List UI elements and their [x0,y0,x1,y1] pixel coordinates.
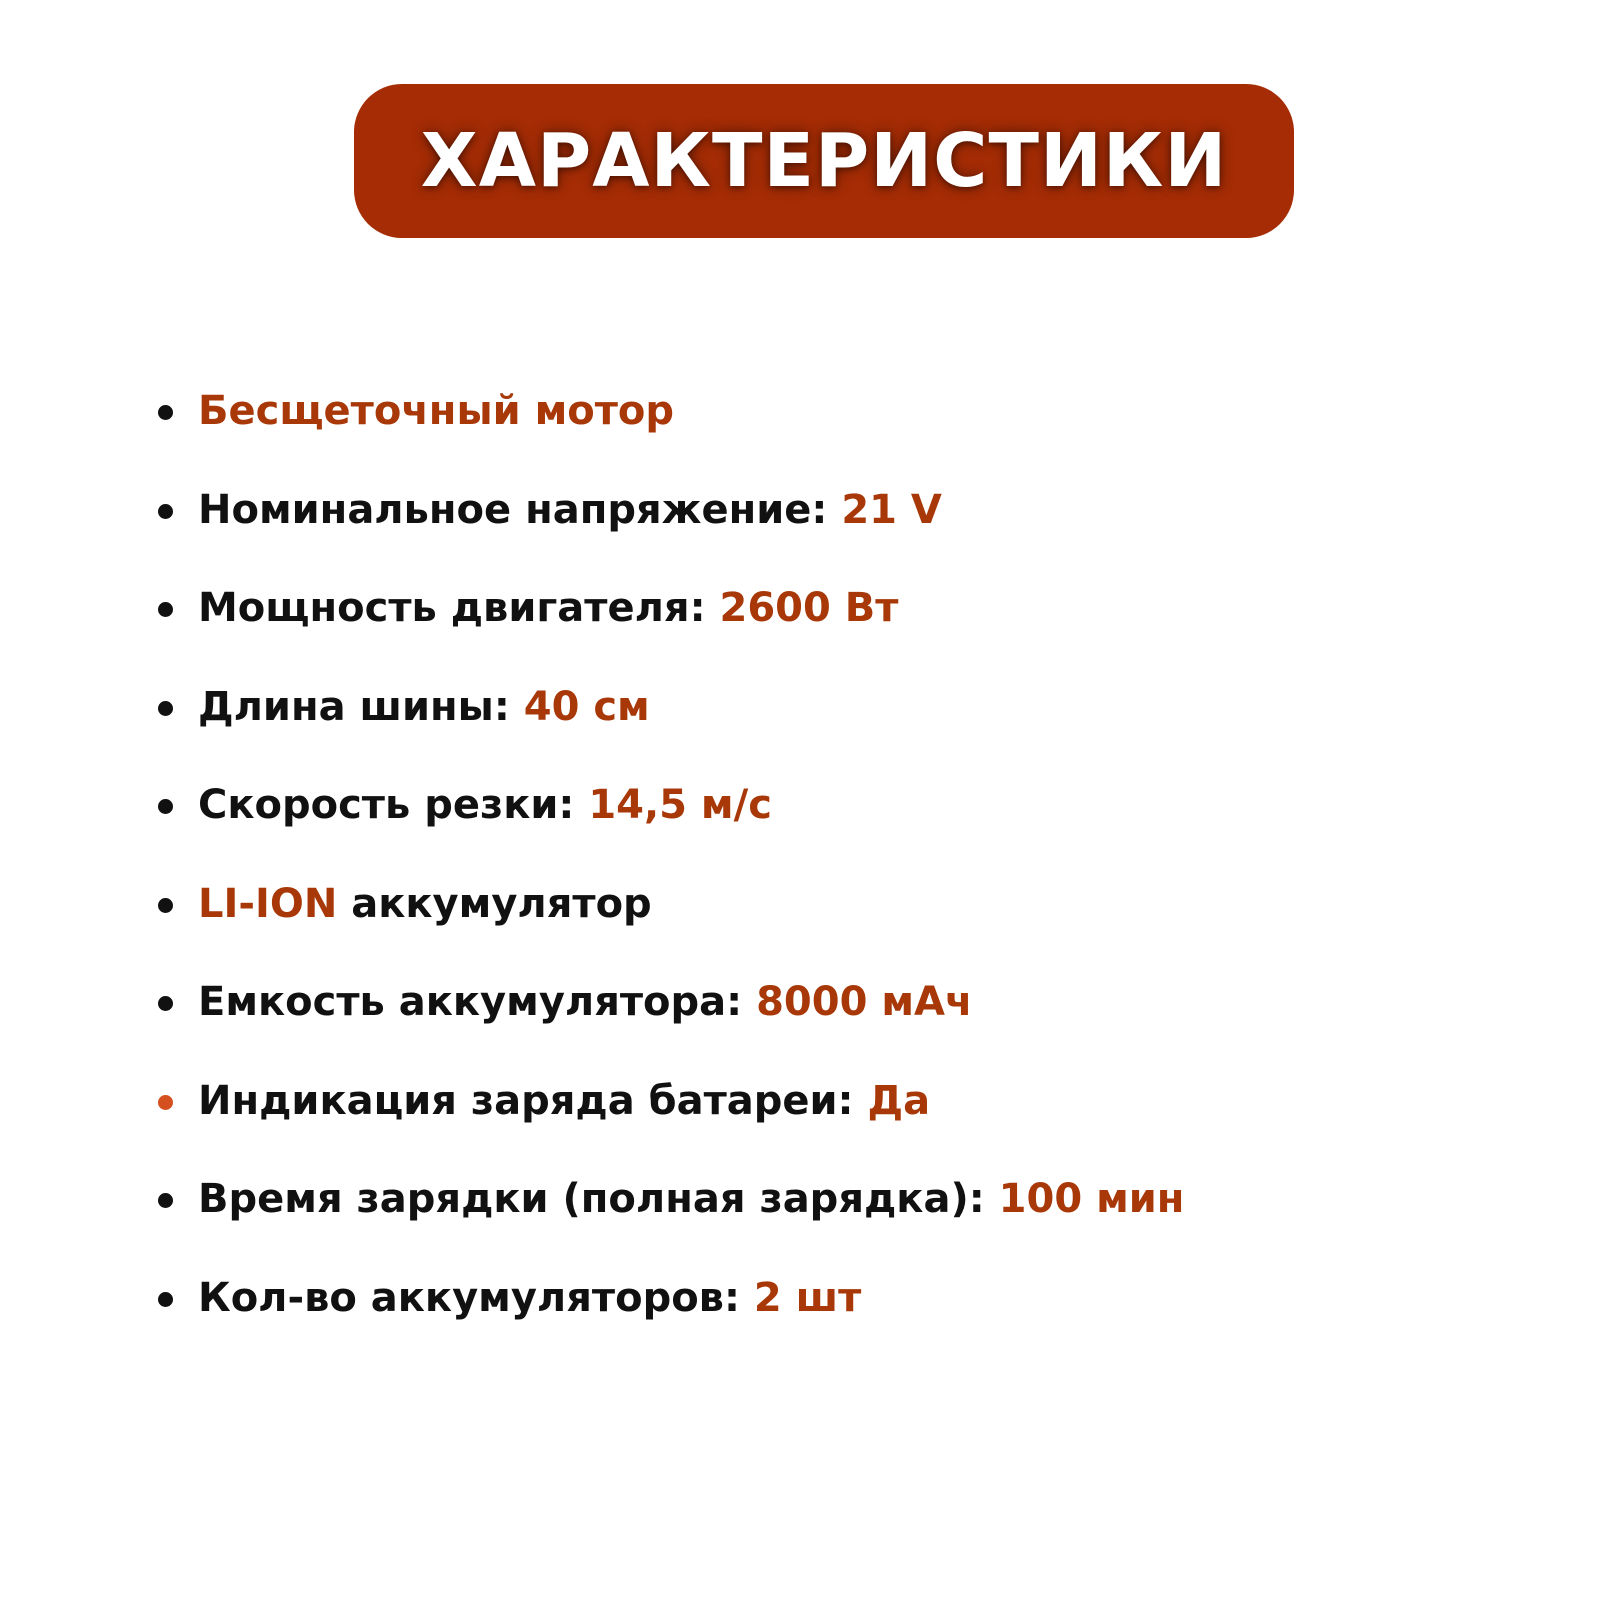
spec-item-voltage [152,461,1552,560]
spec-label: Мощность двигателя: [198,585,720,632]
spec-value: 8000 мАч [756,979,973,1026]
bullet-icon [158,996,173,1011]
spec-label: Кол-во аккумуляторов: [198,1274,754,1321]
spec-label: Скорость резки: [198,782,589,829]
spec-item-battery-capacity [152,953,1552,1052]
spec-item-cutting-speed [152,756,1552,855]
bullet-icon [158,1292,173,1307]
spec-value: 100 мин [998,1176,1185,1223]
bullet-icon [158,799,173,814]
bullet-icon [158,898,173,913]
spec-value: Да [867,1077,931,1124]
header-banner [354,84,1294,238]
spec-item-charge-time [152,1150,1552,1249]
bullet-icon [158,1193,173,1208]
bullet-icon [158,701,173,716]
spec-item-motor [152,362,1552,461]
bullet-icon [158,504,173,519]
bullet-icon [158,405,173,420]
spec-label: Время зарядки (полная зарядка): [198,1176,999,1223]
spec-label: Номинальное напряжение: [198,486,842,533]
spec-value: LI-ION [198,880,338,927]
bullet-icon [158,1095,173,1110]
spec-value: 21 V [841,486,942,533]
spec-item-bar-length [152,658,1552,757]
spec-item-battery-type [152,855,1552,954]
page-title: ХАРАКТЕРИСТИКИ [420,118,1228,204]
spec-suffix: аккумулятор [337,880,652,927]
spec-label: Индикация заряда батареи: [198,1077,868,1124]
spec-item-battery-count [152,1249,1552,1348]
spec-list [152,362,1552,1347]
spec-item-charge-indicator [152,1052,1552,1151]
spec-value: 2600 Вт [719,585,899,632]
spec-value: 40 см [523,683,650,730]
spec-label: Длина шины: [198,683,524,730]
spec-value: Бесщеточный мотор [198,388,675,435]
bullet-icon [158,602,173,617]
spec-label: Емкость аккумулятора: [198,979,757,1026]
spec-value: 2 шт [753,1274,862,1321]
spec-value: 14,5 м/с [588,782,772,829]
spec-item-power [152,559,1552,658]
